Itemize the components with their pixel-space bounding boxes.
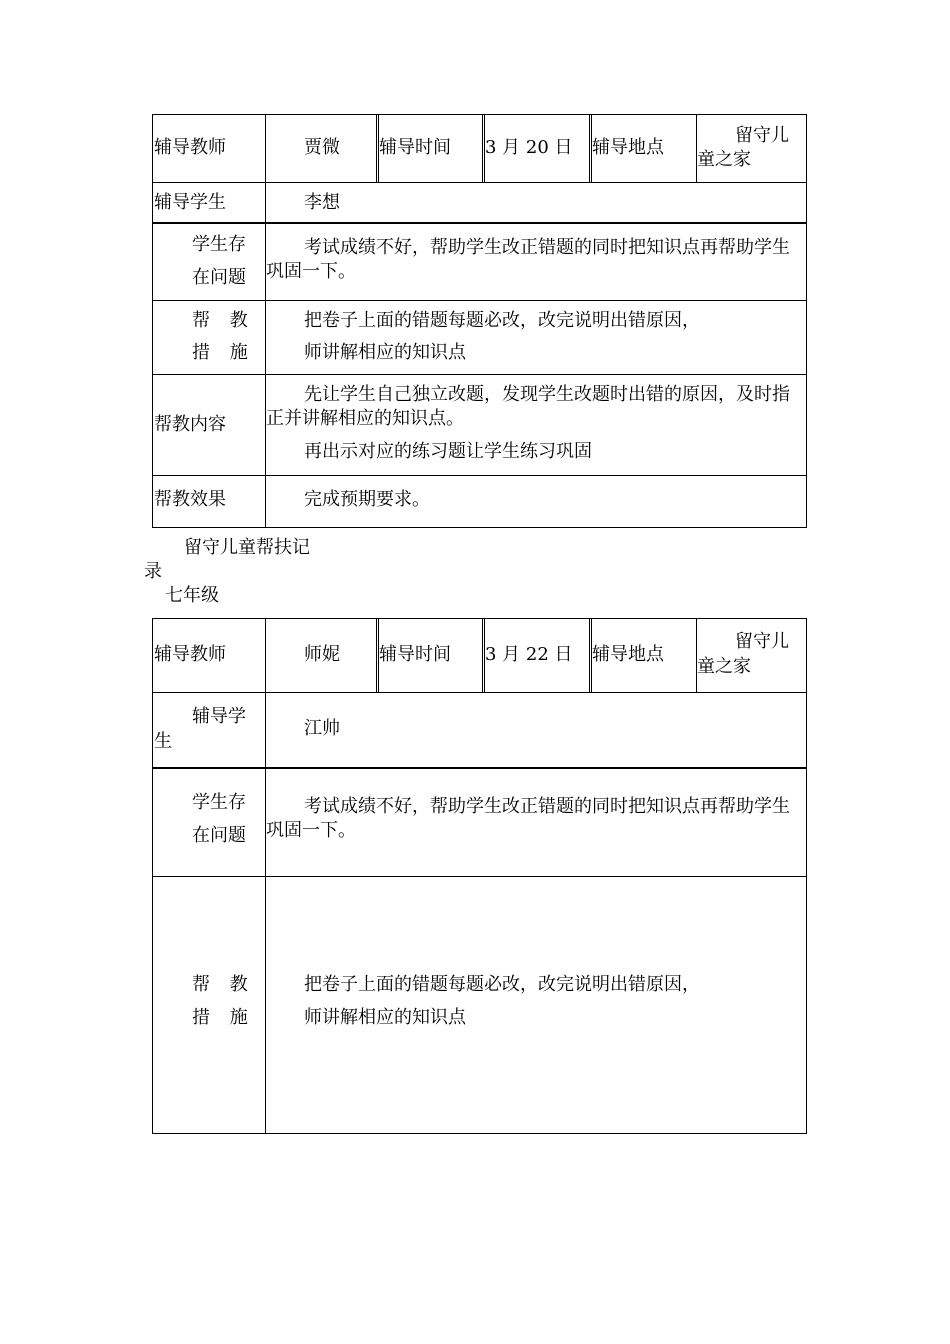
record1-content-row: [153, 375, 806, 476]
measures-line1: 把卷子上面的错题每题必改，改完说明出错原因，: [304, 974, 700, 995]
measures-label-line2-text: 措 施: [192, 342, 248, 363]
teacher-name: 师妮: [304, 644, 340, 665]
effect-text: 完成预期要求。: [304, 489, 430, 510]
content-para2: 再出示对应的练习题让学生练习巩固: [304, 441, 592, 462]
page-title-line2: 录: [144, 561, 162, 582]
record1-measures-row: [153, 301, 806, 375]
problem-label-line2: 在问题: [192, 825, 246, 846]
content-text-cell: [266, 375, 806, 475]
place-label: 辅导地点: [592, 644, 664, 665]
problem-text: 考试成绩不好，帮助学生改正错题的同时把知识点再帮助学生巩固一下。: [266, 237, 790, 282]
place-value-line1: 留守儿: [735, 631, 789, 652]
place-label-cell: [592, 619, 697, 692]
place-value-cell: [697, 115, 806, 182]
record1-info-row: [153, 115, 806, 183]
problem-text: 考试成绩不好，帮助学生改正错题的同时把知识点再帮助学生巩固一下。: [266, 796, 790, 841]
problem-text-cell: [266, 769, 806, 876]
student-name-cell: [266, 693, 806, 767]
measures-text-cell: [266, 301, 806, 374]
record1-effect-row: [153, 476, 806, 527]
record-table-2: [152, 618, 807, 1134]
effect-text-cell: [266, 476, 806, 527]
place-label: 辅导地点: [592, 137, 664, 158]
measures-label-line1: [192, 973, 248, 997]
student-label-cell: [153, 693, 266, 767]
time-value: 3 月 20 日: [485, 137, 573, 158]
record-table-1: [152, 114, 807, 528]
problem-label-line1: 学生存: [192, 234, 246, 255]
measures-line2: 师讲解相应的知识点: [304, 1007, 466, 1028]
time-value-cell: [485, 619, 592, 692]
effect-label: 帮教效果: [154, 489, 226, 510]
measures-label-cell: [153, 877, 266, 1133]
record1-student-row: [153, 183, 806, 224]
student-name-cell: [266, 183, 806, 222]
time-value-cell: [485, 115, 592, 182]
record2-measures-row: [153, 877, 806, 1133]
teacher-label-cell: [153, 115, 266, 182]
effect-label-cell: [153, 476, 266, 527]
student-name: 江帅: [304, 718, 340, 739]
time-label: 辅导时间: [379, 137, 451, 158]
record2-info-row: [153, 619, 806, 693]
student-label: 辅导学生: [154, 192, 226, 213]
teacher-label-cell: [153, 619, 266, 692]
teacher-label: 辅导教师: [154, 644, 226, 665]
teacher-name-cell: [266, 619, 379, 692]
measures-text-cell: [266, 877, 806, 1133]
content-label: 帮教内容: [154, 414, 226, 435]
measures-label-cell: [153, 301, 266, 374]
problem-label-line2: 在问题: [192, 267, 246, 288]
measures-label-line1-text: 帮 教: [192, 974, 248, 995]
content-para1: 先让学生自己独立改题，发现学生改题时出错的原因，及时指正并讲解相应的知识点。: [266, 384, 790, 429]
student-name: 李想: [304, 192, 340, 213]
record2-problem-row: [153, 769, 806, 877]
student-label-line1: 辅导学: [192, 706, 246, 727]
place-value-line2: 童之家: [697, 656, 751, 677]
place-value-cell: [697, 619, 806, 692]
problem-label-cell: [153, 769, 266, 876]
measures-label-line1-text: 帮 教: [192, 310, 248, 331]
measures-label-line2: [192, 1006, 248, 1030]
measures-label-line2-text: 措 施: [192, 1007, 248, 1028]
record1-problem-row: [153, 224, 806, 301]
problem-text-cell: [266, 224, 806, 300]
place-label-cell: [592, 115, 697, 182]
time-value: 3 月 22 日: [485, 644, 573, 665]
content-label-cell: [153, 375, 266, 475]
problem-label-line1: 学生存: [192, 792, 246, 813]
page-title-line1: 留守儿童帮扶记: [184, 537, 310, 558]
time-label-cell: [379, 619, 485, 692]
grade-label: 七年级: [165, 585, 219, 606]
measures-label-line1: [192, 309, 249, 333]
teacher-name: 贾微: [304, 137, 340, 158]
measures-line1: 把卷子上面的错题每题必改，改完说明出错原因，: [304, 310, 700, 331]
measures-line2: 师讲解相应的知识点: [304, 342, 466, 363]
time-label: 辅导时间: [379, 644, 451, 665]
place-value-line1: 留守儿: [735, 125, 789, 146]
place-value-line2: 童之家: [697, 149, 751, 170]
student-label-cell: [153, 183, 266, 222]
measures-label-line2: [192, 341, 248, 365]
time-label-cell: [379, 115, 485, 182]
teacher-label: 辅导教师: [154, 137, 226, 158]
student-label-line2: 生: [154, 731, 172, 752]
problem-label-cell: [153, 224, 266, 300]
record2-student-row: [153, 693, 806, 769]
teacher-name-cell: [266, 115, 379, 182]
